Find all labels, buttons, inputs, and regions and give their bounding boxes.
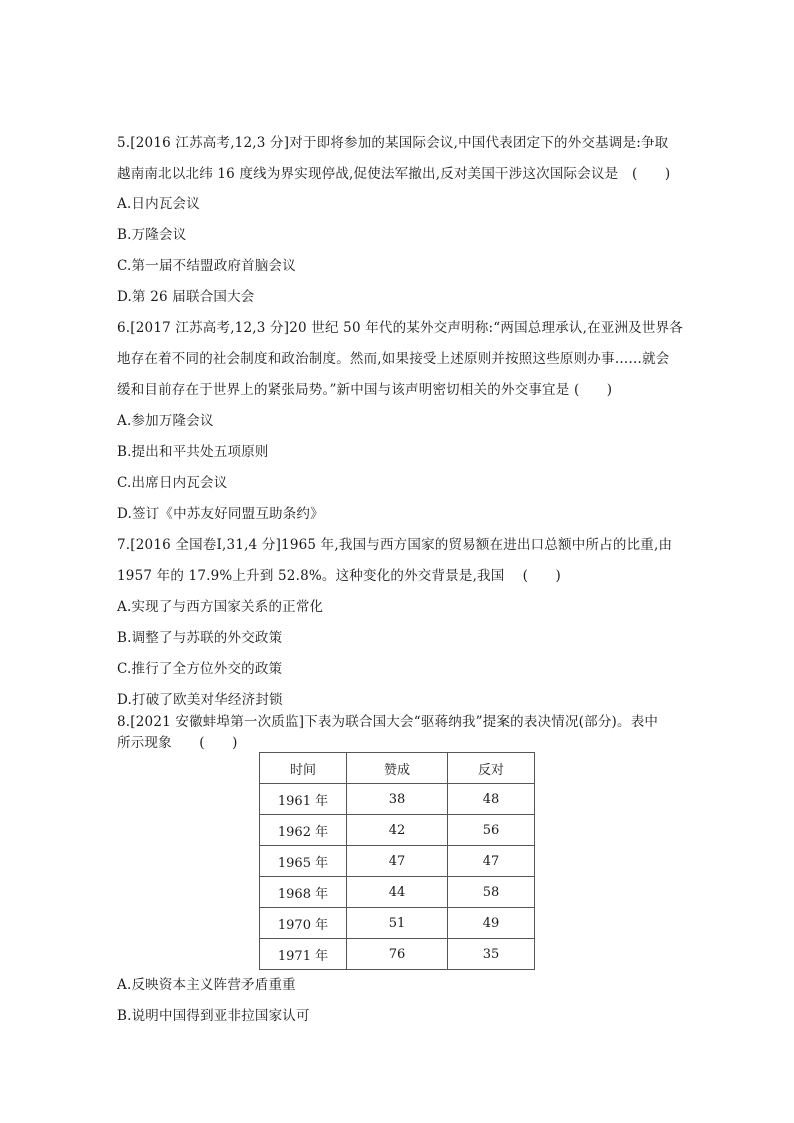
q8-stem-line-2: 所示现象 ( )	[117, 735, 238, 751]
table-row	[260, 877, 535, 908]
table-cell-for: 42	[347, 815, 448, 846]
table-cell-against: 35	[448, 939, 535, 970]
table-row	[260, 784, 535, 815]
table-cell-year: 1965 年	[260, 846, 347, 877]
q6-stem-line-2: 地存在着不同的社会制度和政治制度。然而,如果接受上述原则并按照这些原则办事……就会	[117, 351, 670, 367]
q7-option-d: D.打破了欧美对华经济封锁	[117, 692, 283, 708]
table-cell-year: 1961 年	[260, 784, 347, 815]
q5-option-b: B.万隆会议	[117, 227, 187, 243]
table-cell-for: 47	[347, 846, 448, 877]
q6-stem-line-3: 缓和目前存在于世界上的紧张局势。”新中国与该声明密切相关的外交事宜是 ( )	[117, 382, 613, 398]
q6-stem-line-1: 6.[2017 江苏高考,12,3 分]20 世纪 50 年代的某外交声明称:“两国总理承认,在亚洲及世界各	[117, 320, 683, 336]
vote-table	[259, 752, 535, 970]
q6-option-c: C.出席日内瓦会议	[117, 475, 228, 491]
q7-stem-line-2: 1957 年的 17.9%上升到 52.8%。这种变化的外交背景是,我国 ( )	[117, 568, 562, 584]
table-cell-for: 44	[347, 877, 448, 908]
table-header-against: 反对	[448, 753, 535, 784]
q6-option-d: D.签订《中苏友好同盟互助条约》	[117, 506, 324, 522]
q8-option-a: A.反映资本主义阵营矛盾重重	[117, 977, 296, 993]
table-cell-against: 47	[448, 846, 535, 877]
q8-stem-line-1: 8.[2021 安徽蚌埠第一次质监]下表为联合国大会“驱蒋纳我”提案的表决情况(部分)。表中	[117, 714, 659, 730]
table-row	[260, 846, 535, 877]
q6-option-b: B.提出和平共处五项原则	[117, 444, 269, 460]
table-header-row	[260, 753, 535, 784]
table-cell-year: 1962 年	[260, 815, 347, 846]
q7-stem-line-1: 7.[2016 全国卷Ⅰ,31,4 分]1965 年,我国与西方国家的贸易额在进出口总额中所占的比重,由	[117, 537, 673, 553]
q7-option-c: C.推行了全方位外交的政策	[117, 661, 283, 677]
table-cell-against: 48	[448, 784, 535, 815]
table-row	[260, 939, 535, 970]
table-cell-for: 76	[347, 939, 448, 970]
q5-option-a: A.日内瓦会议	[117, 196, 200, 212]
q8-option-b: B.说明中国得到亚非拉国家认可	[117, 1008, 310, 1024]
table-cell-against: 56	[448, 815, 535, 846]
table-cell-year: 1968 年	[260, 877, 347, 908]
q5-option-c: C.第一届不结盟政府首脑会议	[117, 258, 296, 274]
q5-stem-line-2: 越南南北以北纬 16 度线为界实现停战,促使法军撤出,反对美国干涉这次国际会议是 ( )	[117, 166, 671, 182]
table-cell-against: 49	[448, 908, 535, 939]
q5-option-d: D.第 26 届联合国大会	[117, 289, 255, 305]
q7-option-a: A.实现了与西方国家关系的正常化	[117, 599, 324, 615]
table-header-for: 赞成	[347, 753, 448, 784]
table-cell-for: 38	[347, 784, 448, 815]
q6-option-a: A.参加万隆会议	[117, 413, 214, 429]
table-cell-year: 1970 年	[260, 908, 347, 939]
table-cell-for: 51	[347, 908, 448, 939]
table-cell-against: 58	[448, 877, 535, 908]
table-cell-year: 1971 年	[260, 939, 347, 970]
q5-stem-line-1: 5.[2016 江苏高考,12,3 分]对于即将参加的某国际会议,中国代表团定下的外交基调是:争取	[117, 135, 669, 151]
q7-option-b: B.调整了与苏联的外交政策	[117, 630, 283, 646]
table-row	[260, 908, 535, 939]
table-row	[260, 815, 535, 846]
table-header-time: 时间	[260, 753, 347, 784]
